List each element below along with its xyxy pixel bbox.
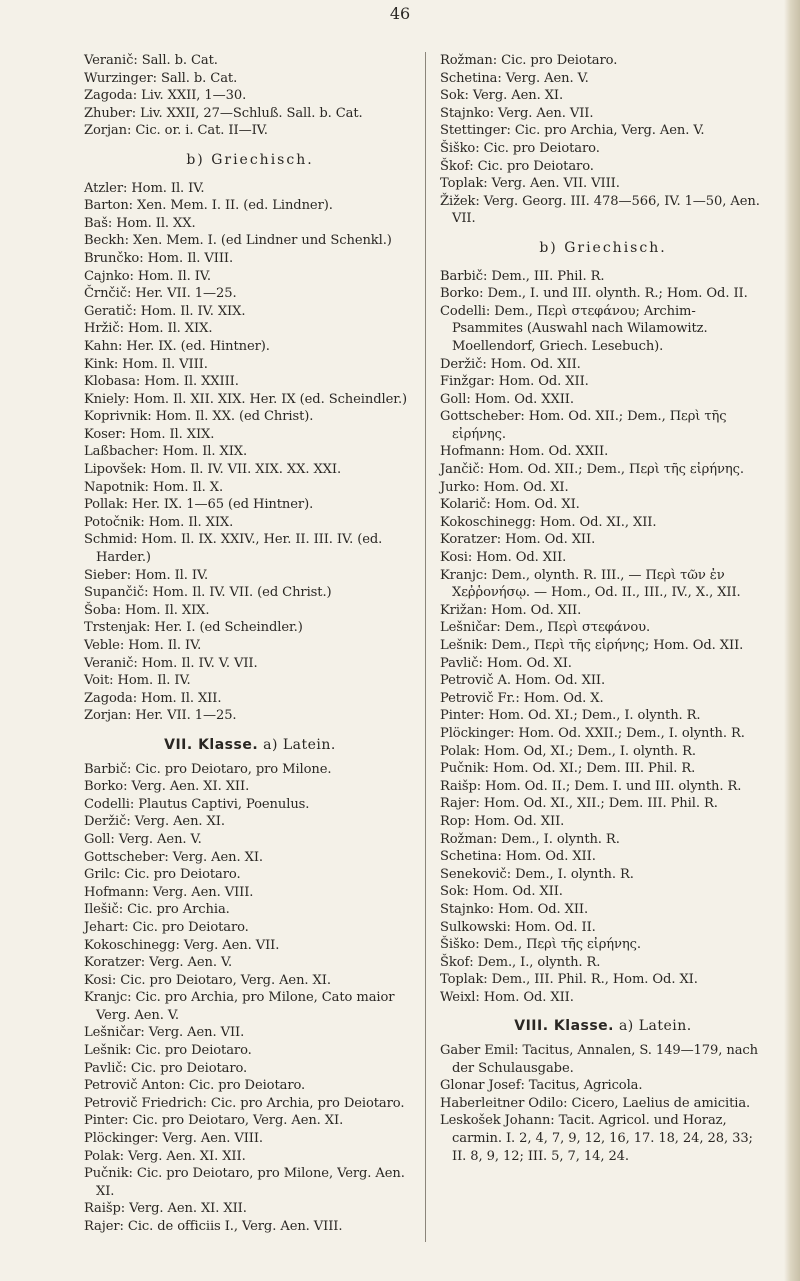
list-item: Polak: Hom. Od, XI.; Dem., I. olynth. R.	[440, 743, 696, 759]
list-item: Sok: Hom. Od. XII.	[440, 884, 563, 900]
list-item: Gottscheber: Verg. Aen. XI.	[84, 849, 263, 865]
list-item: Schetina: Verg. Aen. V.	[440, 70, 589, 86]
list-item: Črnčič: Her. VII. 1—25.	[84, 286, 237, 302]
list-item: Finžgar: Hom. Od. XII.	[440, 374, 589, 390]
list-item: Šiško: Cic. pro Deiotaro.	[440, 140, 600, 156]
list-item: Toplak: Verg. Aen. VII. VIII.	[440, 176, 620, 192]
klasse-heading	[84, 737, 416, 755]
list-item: Lipovšek: Hom. Il. IV. VII. XIX. XX. XXI.	[84, 462, 342, 478]
list-item: Grilc: Cic. pro Deiotaro.	[84, 867, 241, 883]
list-item: Rajer: Hom. Od. XI., XII.; Dem. III. Phil. R.	[440, 796, 718, 812]
list-item: Gaber Emil: Tacitus, Annalen, S. 149—179, nach der Schulausgabe.	[440, 1043, 758, 1076]
list-item: Pučnik: Hom. Od. XI.; Dem. III. Phil. R.	[440, 761, 696, 777]
list-item: Zhuber: Liv. XXII, 27—Schluß. Sall. b. Cat.	[84, 105, 363, 121]
list-item: Kink: Hom. Il. VIII.	[84, 356, 208, 372]
list-item: Koratzer: Hom. Od. XII.	[440, 532, 596, 548]
list-item: Križan: Hom. Od. XII.	[440, 602, 582, 618]
list-item: Senekovič: Dem., I. olynth. R.	[440, 866, 634, 882]
list-item: Klobasa: Hom. Il. XXIII.	[84, 374, 239, 390]
list-item: Toplak: Dem., III. Phil. R., Hom. Od. XI.	[440, 972, 698, 988]
list-item: Šoba: Hom. Il. XIX.	[84, 602, 210, 618]
page-edge	[784, 0, 800, 1281]
list-item: Kahn: Her. IX. (ed. Hintner).	[84, 338, 270, 354]
section-heading-griechisch: b) Griechisch.	[539, 239, 667, 256]
list-item: Lešničar: Verg. Aen. VII.	[84, 1025, 245, 1041]
list-item: Stettinger: Cic. pro Archia, Verg. Aen. V.	[440, 123, 705, 139]
list-item: Žižek: Verg. Georg. III. 478—566, IV. 1—50, Aen. VII.	[440, 193, 760, 227]
klasse-number: VII. Klasse.	[164, 736, 259, 753]
column-divider	[425, 52, 426, 1242]
list-item: Deržič: Verg. Aen. XI.	[84, 814, 225, 830]
list-item: Plöckinger: Hom. Od. XXII.; Dem., I. olynth. R.	[440, 725, 745, 741]
list-item: Pinter: Hom. Od. XI.; Dem., I. olynth. R.	[440, 708, 701, 724]
list-item: Barbič: Dem., III. Phil. R.	[440, 268, 605, 284]
list-item: Brunčko: Hom. Il. VIII.	[84, 250, 234, 266]
list-item: Deržič: Hom. Od. XII.	[440, 356, 581, 372]
list-item: Borko: Dem., I. und III. olynth. R.; Hom. Od. II.	[440, 286, 748, 302]
list-item: Rajer: Cic. de officiis I., Verg. Aen. VIII.	[84, 1219, 343, 1234]
list-item: Supančič: Hom. Il. IV. VII. (ed Christ.)	[84, 585, 332, 601]
list-item: Pollak: Her. IX. 1—65 (ed Hintner).	[84, 497, 314, 513]
list-item: Haberleitner Odilo: Cicero, Laelius de amicitia.	[440, 1095, 751, 1111]
list-item: Cajnko: Hom. Il. IV.	[84, 268, 211, 284]
list-item: Schmid: Hom. Il. IX. XXIV., Her. II. III. IV. (ed. Harder.)	[84, 532, 383, 566]
greek-entries-list	[440, 268, 766, 1007]
list-item: Gottscheber: Hom. Od. XII.; Dem., Περὶ τῆς εἰρήνης.	[440, 409, 727, 442]
list-item: Kranjc: Cic. pro Archia, pro Milone, Cato maior Verg. Aen. V.	[84, 990, 395, 1023]
list-item: Hržič: Hom. Il. XIX.	[84, 321, 213, 337]
list-item: Jančič: Hom. Od. XII.; Dem., Περὶ τῆς εἰρήνης.	[440, 462, 744, 478]
list-item: Codelli: Plautus Captivi, Poenulus.	[84, 796, 310, 812]
list-item: Potočnik: Hom. Il. XIX.	[84, 514, 234, 530]
top-entries-list	[84, 52, 416, 140]
list-item: Pavlič: Hom. Od. XI.	[440, 655, 572, 671]
list-item: Zagoda: Hom. Il. XII.	[84, 690, 222, 706]
list-item: Jurko: Hom. Od. XI.	[440, 479, 569, 495]
list-item: Trstenjak: Her. I. (ed Scheindler.)	[84, 620, 303, 636]
section-heading-griechisch: b) Griechisch.	[186, 151, 314, 168]
list-item: Škof: Dem., I., olynth. R.	[440, 954, 601, 970]
list-item: Beckh: Xen. Mem. I. (ed Lindner und Schenkl.)	[84, 233, 392, 249]
list-item: Kokoschinegg: Verg. Aen. VII.	[84, 937, 280, 953]
list-item: Borko: Verg. Aen. XI. XII.	[84, 779, 250, 795]
list-item: Voit: Hom. Il. IV.	[84, 673, 191, 689]
list-item: Lešničar: Dem., Περὶ στεφάνου.	[440, 620, 651, 636]
list-item: Veranič: Hom. Il. IV. V. VII.	[84, 655, 258, 671]
list-item: Petrovič Anton: Cic. pro Deiotaro.	[84, 1078, 306, 1094]
list-item: Barton: Xen. Mem. I. II. (ed. Lindner).	[84, 198, 333, 214]
list-item: Koprivnik: Hom. Il. XX. (ed Christ).	[84, 409, 314, 425]
list-item: Glonar Josef: Tacitus, Agricola.	[440, 1078, 643, 1094]
list-item: Kniely: Hom. Il. XII. XIX. Her. IX (ed. Scheindler.)	[84, 391, 408, 407]
list-item: Pučnik: Cic. pro Deiotaro, pro Milone, Verg. Aen. XI.	[84, 1166, 405, 1199]
list-item: Leskošek Johann: Tacit. Agricol. und Horaz, carmin. I. 2, 4, 7, 9, 12, 16, 17. 18, 24, 28, 33; II. 8, 9, 12; III. 5, 7, 14, 24.	[440, 1113, 753, 1164]
list-item: Hofmann: Verg. Aen. VIII.	[84, 884, 254, 900]
list-item: Lešnik: Cic. pro Deiotaro.	[84, 1043, 252, 1059]
klasse-number: VIII. Klasse.	[514, 1018, 614, 1035]
greek-entries-list	[84, 180, 416, 725]
list-item: Stajnko: Verg. Aen. VII.	[440, 105, 594, 121]
list-item: Pavlič: Cic. pro Deiotaro.	[84, 1060, 248, 1076]
list-item: Plöckinger: Verg. Aen. VIII.	[84, 1131, 263, 1147]
list-item: Koser: Hom. Il. XIX.	[84, 426, 215, 442]
list-item: Kosi: Cic. pro Deiotaro, Verg. Aen. XI.	[84, 972, 331, 988]
list-item: Laßbacher: Hom. Il. XIX.	[84, 444, 248, 460]
list-item: Kolarič: Hom. Od. XI.	[440, 497, 580, 513]
list-item: Ilešič: Cic. pro Archia.	[84, 902, 230, 918]
klasse-viii-entries-list	[440, 1042, 766, 1165]
list-item: Rožman: Cic. pro Deiotaro.	[440, 53, 618, 68]
list-item: Kranjc: Dem., olynth. R. III., — Περὶ τῶν ἐν Χεῤῥονήσῳ. — Hom., Od. II., III., IV., X., XII.	[440, 567, 741, 601]
list-item: Barbič: Cic. pro Deiotaro, pro Milone.	[84, 761, 332, 777]
list-item: Kosi: Hom. Od. XII.	[440, 550, 567, 566]
list-item: Atzler: Hom. Il. IV.	[84, 180, 205, 196]
list-item: Zagoda: Liv. XXII, 1—30.	[84, 88, 247, 104]
list-item: Codelli: Dem., Περὶ στεφάνου; Archim- Psammites (Auswahl nach Wilamowitz. Moellendorf, Griech. Lesebuch).	[440, 303, 708, 354]
right-column	[440, 52, 766, 1165]
top-entries-list	[440, 52, 766, 228]
list-item: Weixl: Hom. Od. XII.	[440, 989, 574, 1005]
list-item: Geratič: Hom. Il. IV. XIX.	[84, 303, 246, 319]
list-item: Koratzer: Verg. Aen. V.	[84, 955, 233, 971]
list-item: Sok: Verg. Aen. XI.	[440, 88, 564, 104]
list-item: Wurzinger: Sall. b. Cat.	[84, 70, 238, 86]
list-item: Kokoschinegg: Hom. Od. XI., XII.	[440, 514, 657, 530]
list-item: Veble: Hom. Il. IV.	[84, 638, 202, 653]
list-item: Zorjan: Cic. or. i. Cat. II—IV.	[84, 123, 268, 139]
page-number: 46	[389, 4, 411, 23]
list-item: Schetina: Hom. Od. XII.	[440, 849, 596, 865]
list-item: Rop: Hom. Od. XII.	[440, 813, 565, 829]
list-item: Goll: Hom. Od. XXII.	[440, 391, 574, 407]
list-item: Zorjan: Her. VII. 1—25.	[84, 708, 237, 724]
list-item: Petrovič Fr.: Hom. Od. X.	[440, 690, 604, 706]
list-item: Polak: Verg. Aen. XI. XII.	[84, 1148, 246, 1164]
list-item: Veranič: Sall. b. Cat.	[84, 53, 218, 68]
list-item: Šiško: Dem., Περὶ τῆς εἰρήνης.	[440, 937, 641, 953]
list-item: Petrovič A. Hom. Od. XII.	[440, 673, 606, 689]
list-item: Škof: Cic. pro Deiotaro.	[440, 158, 594, 174]
list-item: Sulkowski: Hom. Od. II.	[440, 919, 596, 935]
list-item: Pinter: Cic. pro Deiotaro, Verg. Aen. XI.	[84, 1113, 344, 1129]
list-item: Stajnko: Hom. Od. XII.	[440, 901, 589, 917]
list-item: Napotnik: Hom. Il. X.	[84, 479, 224, 495]
list-item: Hofmann: Hom. Od. XXII.	[440, 444, 609, 460]
left-column	[84, 52, 416, 1236]
list-item: Rožman: Dem., I. olynth. R.	[440, 831, 620, 847]
list-item: Raišp: Hom. Od. II.; Dem. I. und III. olynth. R.	[440, 778, 742, 794]
klasse-vii-entries-list	[84, 761, 416, 1236]
list-item: Jehart: Cic. pro Deiotaro.	[84, 919, 249, 935]
list-item: Goll: Verg. Aen. V.	[84, 831, 202, 847]
list-item: Sieber: Hom. Il. IV.	[84, 567, 209, 583]
list-item: Baš: Hom. Il. XX.	[84, 215, 196, 231]
list-item: Petrovič Friedrich: Cic. pro Archia, pro Deiotaro.	[84, 1095, 405, 1111]
klasse-subheading: a) Latein.	[263, 736, 336, 753]
list-item: Lešnik: Dem., Περὶ τῆς εἰρήνης; Hom. Od. XII.	[440, 638, 744, 653]
klasse-heading	[440, 1018, 766, 1036]
list-item: Raišp: Verg. Aen. XI. XII.	[84, 1201, 247, 1217]
klasse-subheading: a) Latein.	[618, 1018, 692, 1035]
